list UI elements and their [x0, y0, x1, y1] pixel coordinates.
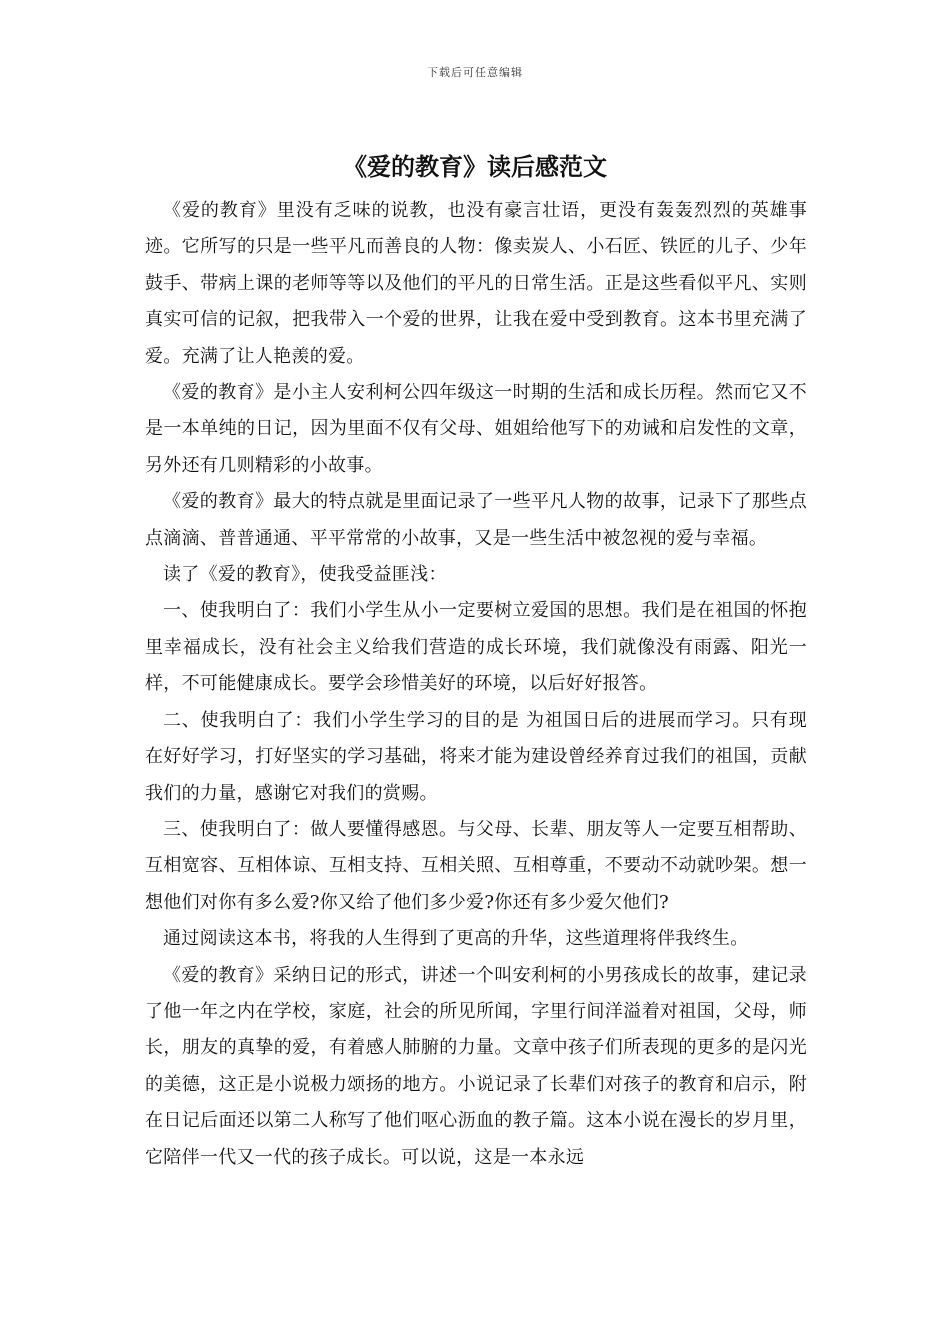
paragraph: 三、使我明白了：做人要懂得感恩。与父母、长辈、朋友等人一定要互相帮助、互相宽容、互相体谅、互相支持、互相关照、互相尊重，不要动不动就吵架。想一想他们对你有多么爱?你又给了他们多少爱?你还有多少爱欠他们? [145, 818, 807, 913]
paragraph: 《爱的教育》最大的特点就是里面记录了一些平凡人物的故事，记录下了那些点点滴滴、普普通通、平平常常的小故事，又是一些生活中被忽视的爱与幸福。 [145, 491, 807, 549]
document-title: 《爱的教育》读后感范文 [343, 152, 607, 181]
paragraph: 通过阅读这本书，将我的人生得到了更高的升华，这些道理将伴我终生。 [163, 928, 749, 950]
paragraph: 《爱的教育》里没有乏味的说教，也没有豪言壮语，更没有轰轰烈烈的英雄事迹。它所写的只是一些平凡而善良的人物：像卖炭人、小石匠、铁匠的儿子、少年鼓手、带病上课的老师等等以及他们的平凡的日常生活。正是这些看似平凡、实则真实可信的记叙，把我带入一个爱的世界，让我在爱中受到教育。这本书里充满了爱。充满了让人艳羡的爱。 [145, 200, 807, 367]
document-body [145, 193, 807, 1176]
page-header: 下载后可任意编辑 [427, 66, 523, 79]
paragraph: 二、使我明白了：我们小学生学习的目的是 为祖国日后的进展而学习。只有现在好好学习，打好坚实的学习基础，将来才能为建设曾经养育过我们的祖国，贡献我们的力量，感谢它对我们的赏赐。 [145, 709, 807, 804]
paragraph: 《爱的教育》采纳日记的形式，讲述一个叫安利柯的小男孩成长的故事，建记录了他一年之内在学校，家庭，社会的所见所闻，字里行间洋溢着对祖国，父母，师长，朋友的真挚的爱，有着感人肺腑的力量。文章中孩子们所表现的更多的是闪光的美德，这正是小说极力颂扬的地方。小说记录了长辈们对孩子的教育和启示，附在日记后面还以第二人称写了他们呕心沥血的教子篇。这本小说在漫长的岁月里，它陪伴一代又一代的孩子成长。可以说，这是一本永远 [145, 964, 807, 1168]
paragraph: 《爱的教育》是小主人安利柯公四年级这一时期的生活和成长历程。然而它又不是一本单纯的日记，因为里面不仅有父母、姐姐给他写下的劝诫和启发性的文章，另外还有几则精彩的小故事。 [145, 382, 807, 476]
paragraph: 一、使我明白了：我们小学生从小一定要树立爱国的思想。我们是在祖国的怀抱里幸福成长，没有社会主义给我们营造的成长环境，我们就像没有雨露、阳光一样，不可能健康成长。要学会珍惜美好的环境，以后好好报答。 [145, 600, 807, 695]
paragraph: 读了《爱的教育》，使我受益匪浅： [163, 564, 447, 586]
